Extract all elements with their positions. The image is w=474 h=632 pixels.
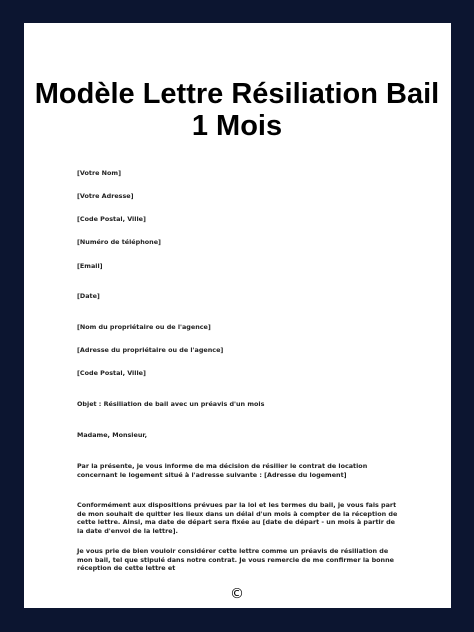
title-line-2: 1 Mois (191, 110, 283, 142)
document-title (0, 78, 474, 142)
body-paragraph-3: Je vous prie de bien vouloir considérer cette lettre comme un préavis de résiliation de mon bail, tel que stipulé dans notre contrat. Je vous remercie de me confirmer la bonne réception de cette lettre et (77, 547, 394, 573)
date-field: [Date] (77, 292, 100, 300)
recipient-postal-field: [Code Postal, Ville] (77, 369, 146, 377)
recipient-address-field: [Adresse du propriétaire ou de l'agence] (77, 346, 224, 354)
body-paragraph-2: Conformément aux dispositions prévues par la loi et les termes du bail, je vous fais part de mon souhait de quitter les lieux dans un délai d'un mois à compter de la réception de cette lettre. Ainsi, ma date de départ sera fixée au [date de départ - un mois à partir de la date d'envoi de la lettre]. (77, 501, 398, 536)
letter-salutation: Madame, Monsieur, (77, 431, 148, 439)
sender-email-field: [Email] (77, 262, 103, 270)
body-paragraph-1: Par la présente, je vous informe de ma décision de résilier le contrat de location concernant le logement situé à l'adresse suivante : [Adresse du logement] (77, 462, 368, 479)
title-line-1: Modèle Lettre Résiliation Bail (34, 78, 440, 110)
letter-subject: Objet : Résiliation de bail avec un préavis d'un mois (77, 400, 265, 408)
recipient-name-field: [Nom du propriétaire ou de l'agence] (77, 323, 211, 331)
sender-address-field: [Votre Adresse] (77, 192, 134, 200)
copyright-icon: © (230, 586, 244, 602)
sender-name-field: [Votre Nom] (77, 169, 121, 177)
sender-phone-field: [Numéro de téléphone] (77, 238, 161, 246)
sender-postal-field: [Code Postal, Ville] (77, 215, 146, 223)
